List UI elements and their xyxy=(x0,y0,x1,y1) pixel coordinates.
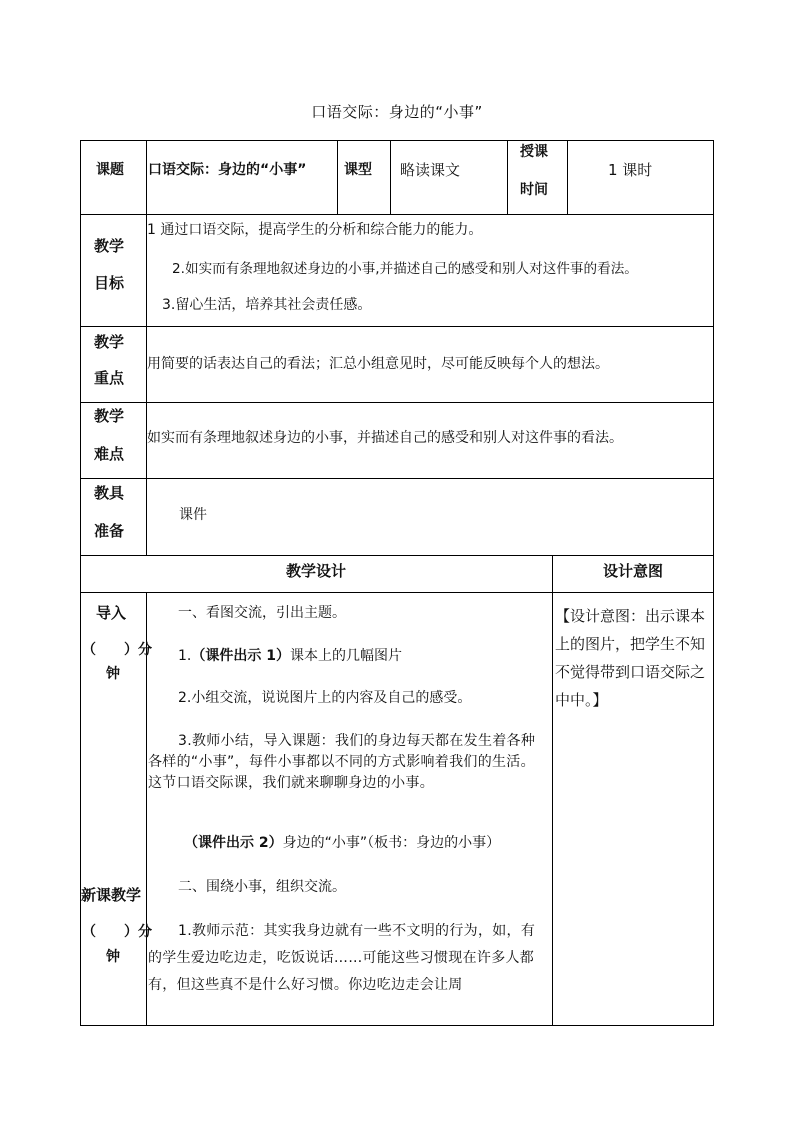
content-p2-prefix: 1. xyxy=(178,648,192,664)
time-label-line2: 时间 xyxy=(520,182,548,198)
new-lesson-label: 新课教学 xyxy=(81,886,142,904)
difficulties-text: 如实而有条理地叙述身边的小事，并描述自己的感受和别人对这件事的看法。 xyxy=(147,430,623,446)
col-divider xyxy=(337,140,338,214)
content-p5 xyxy=(184,833,500,853)
difficulties-label-line2: 难点 xyxy=(94,445,125,463)
design-header-right: 设计意图 xyxy=(602,562,663,580)
intro-label: 导入 xyxy=(96,604,127,622)
col-divider xyxy=(567,140,568,214)
type-value: 略读课文 xyxy=(400,161,461,179)
goal-item-1: 1 通过口语交际，提高学生的分析和综合能力的能力。 xyxy=(147,222,483,238)
content-p5-bold: （课件出示 2） xyxy=(184,835,283,851)
row-divider xyxy=(80,326,714,327)
row-divider xyxy=(80,402,714,403)
content-p2-rest: 课本上的几幅图片 xyxy=(289,648,402,664)
col-divider xyxy=(552,555,553,1026)
keypoints-label-line1: 教学 xyxy=(94,333,125,351)
tools-text: 课件 xyxy=(179,507,207,523)
goal-item-3: 3.留心生活，培养其社会责任感。 xyxy=(162,297,372,313)
content-p2-bold: （课件出示 1） xyxy=(191,648,290,664)
col-divider xyxy=(146,140,147,555)
content-p7: 1.教师示范：其实我身边就有一些不文明的行为，如，有的学生爱边吃边走，吃饭说话……可能这些习惯现在许多人都有，但这些真不是什么好习惯。你边吃边走会让周 xyxy=(148,923,536,993)
content-p4: 3.教师小结，导入课题：我们的身边每天都在发生着各种各样的“小事”，每件小事都以不同的方式影响着我们的生活。这节口语交际课，我们就来聊聊身边的小事。 xyxy=(148,733,536,791)
time-value: 1 课时 xyxy=(608,161,653,179)
col-divider xyxy=(507,140,508,214)
difficulties-label-line1: 教学 xyxy=(94,407,125,425)
goals-label-line2: 目标 xyxy=(94,274,125,292)
content-p1: 一、看图交流，引出主题。 xyxy=(178,605,346,621)
row-divider xyxy=(80,592,714,593)
col-divider xyxy=(390,140,391,214)
goal-item-2: 2.如实而有条理地叙述身边的小事,并描述自己的感受和别人对这件事的看法。 xyxy=(172,261,638,277)
row-divider xyxy=(80,214,714,215)
lesson-plan-table xyxy=(80,140,714,1026)
topic-value: 口语交际：身边的“小事” xyxy=(148,162,307,178)
keypoints-label-line2: 重点 xyxy=(94,369,125,387)
content-p5-rest: 身边的“小事”（板书：身边的小事） xyxy=(282,835,501,851)
tools-label-line2: 准备 xyxy=(94,522,125,540)
content-p2 xyxy=(178,646,402,666)
new-lesson-time-line1: （ ）分 xyxy=(82,924,152,940)
intro-time-line1: （ ）分 xyxy=(82,642,152,658)
time-label-line1: 授课 xyxy=(520,144,548,160)
tools-label-line1: 教具 xyxy=(94,484,125,502)
intro-time-line2: 钟 xyxy=(106,666,120,682)
design-intent-text: 【设计意图：出示课本上的图片，把学生不知不觉得带到口语交际之中中。】 xyxy=(555,607,706,709)
content-p3: 2.小组交流，说说图片上的内容及自己的感受。 xyxy=(178,690,472,706)
new-lesson-time-line2: 钟 xyxy=(106,949,120,965)
document-title: 口语交际：身边的“小事” xyxy=(311,103,483,121)
row-divider xyxy=(80,478,714,479)
goals-label-line1: 教学 xyxy=(94,237,125,255)
design-header-left: 教学设计 xyxy=(285,562,346,580)
keypoints-text: 用简要的话表达自己的看法；汇总小组意见时，尽可能反映每个人的想法。 xyxy=(147,356,609,372)
topic-label: 课题 xyxy=(96,162,124,178)
type-label: 课型 xyxy=(344,162,372,178)
content-p6: 二、围绕小事，组织交流。 xyxy=(178,879,346,895)
row-divider xyxy=(80,555,714,556)
